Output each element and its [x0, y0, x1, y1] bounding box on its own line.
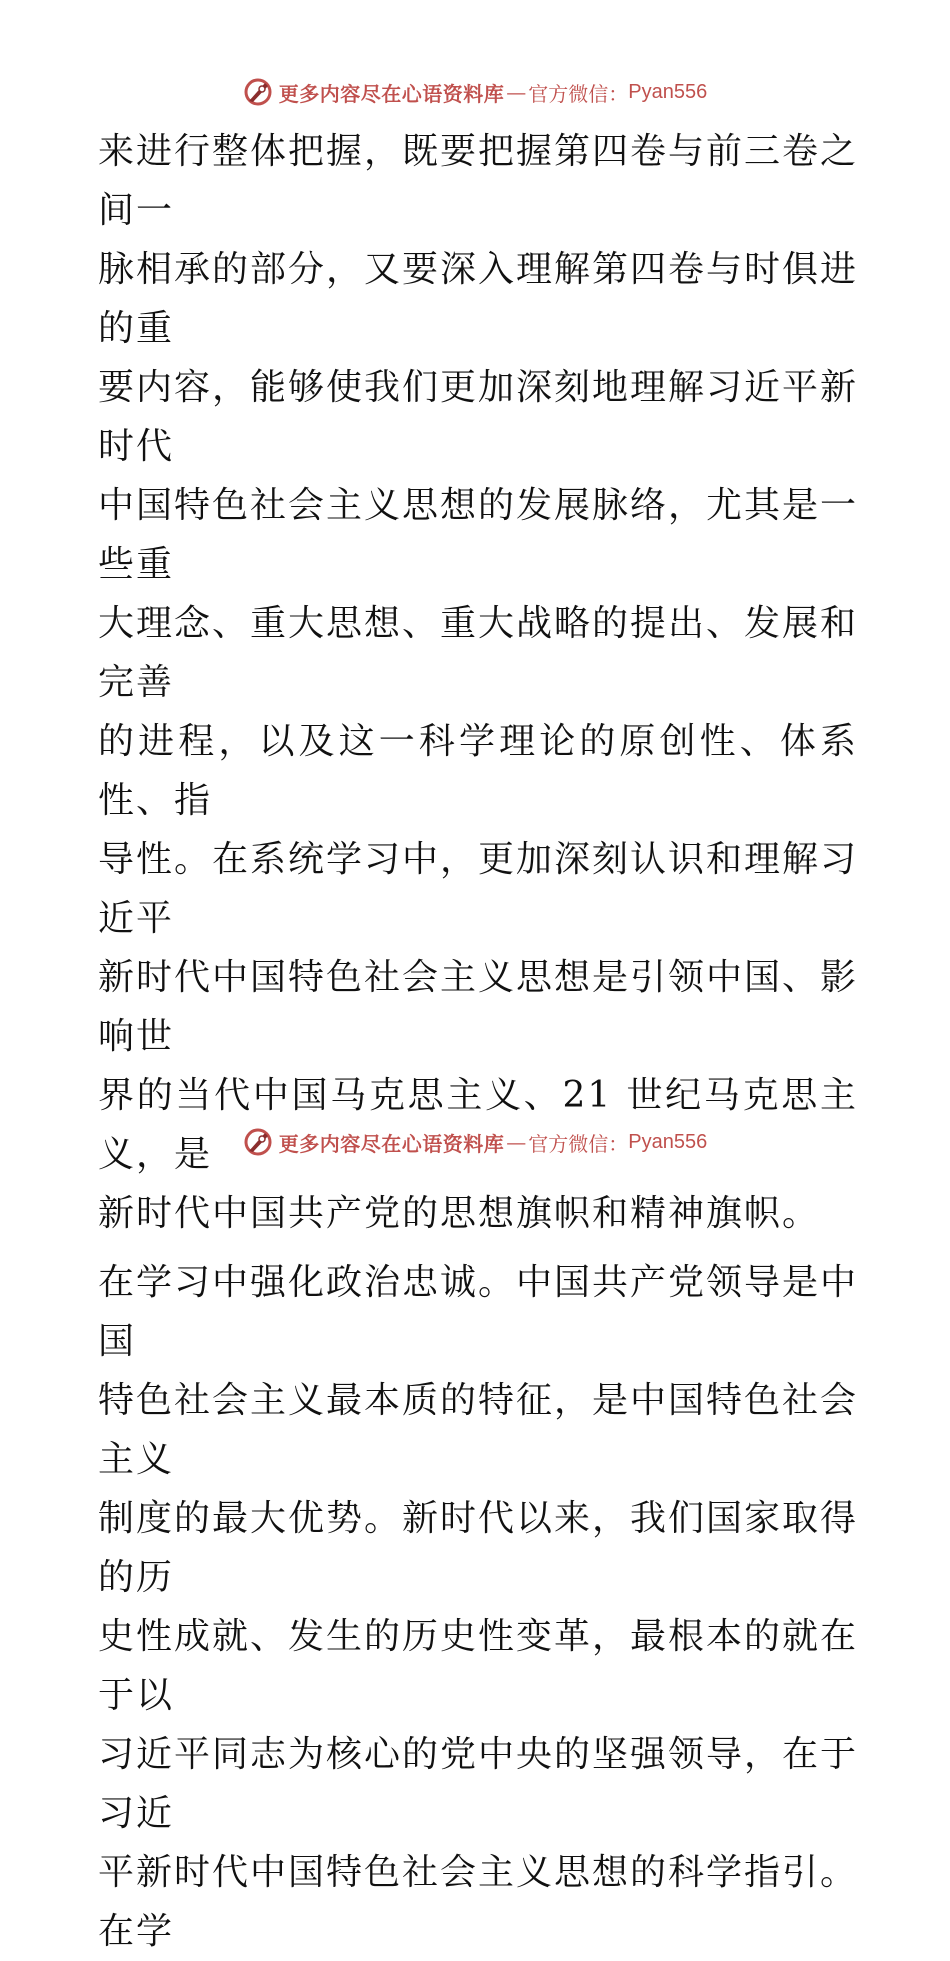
header-slogan: 更多内容尽在心语资料库 [278, 81, 505, 106]
quill-logo-icon [243, 1127, 273, 1157]
footer-wechat-id: Pyan556 [628, 1130, 708, 1153]
header-wechat-label: 官方微信： [528, 81, 629, 106]
header-separator: — [506, 80, 527, 104]
quill-logo-icon [243, 77, 273, 107]
header-wechat-id: Pyan556 [628, 80, 708, 103]
footer-watermark [0, 1122, 950, 1162]
header-watermark [0, 72, 950, 112]
document-body [98, 122, 858, 1961]
paragraph-1: 来进行整体把握，既要把握第四卷与前三卷之间一 脉相承的部分，又要深入理解第四卷与时俱进的重 要内容，能够使我们更加深刻地理解习近平新时代 中国特色社会主义思想的发展脉络，尤其是一些重 大理念、重大思想、重大战略的提出、发展和完善 的进程，以及这一科学理论的原创性、体系性、指 导性。在系统学习中，更加深刻认识和理解习近平 新时代中国特色社会主义思想是引领中国、影响世 界的当代中国马克思主义、21 世纪马克思主义，是 新时代中国共产党的思想旗帜和精神旗帜。 [98, 131, 859, 1234]
footer-separator: — [506, 1130, 527, 1154]
paragraph-2: 在学习中强化政治忠诚。中国共产党领导是中国 特色社会主义最本质的特征，是中国特色社会主义 制度的最大优势。新时代以来，我们国家取得的历 史性成就、发生的历史性变革，最根本的就在于以 习近平同志为核心的党中央的坚强领导，在于习近 平新时代中国特色社会主义思想的科学指引。在学 [98, 1262, 859, 1952]
footer-slogan: 更多内容尽在心语资料库 [278, 1131, 505, 1156]
footer-wechat-label: 官方微信： [528, 1131, 629, 1156]
